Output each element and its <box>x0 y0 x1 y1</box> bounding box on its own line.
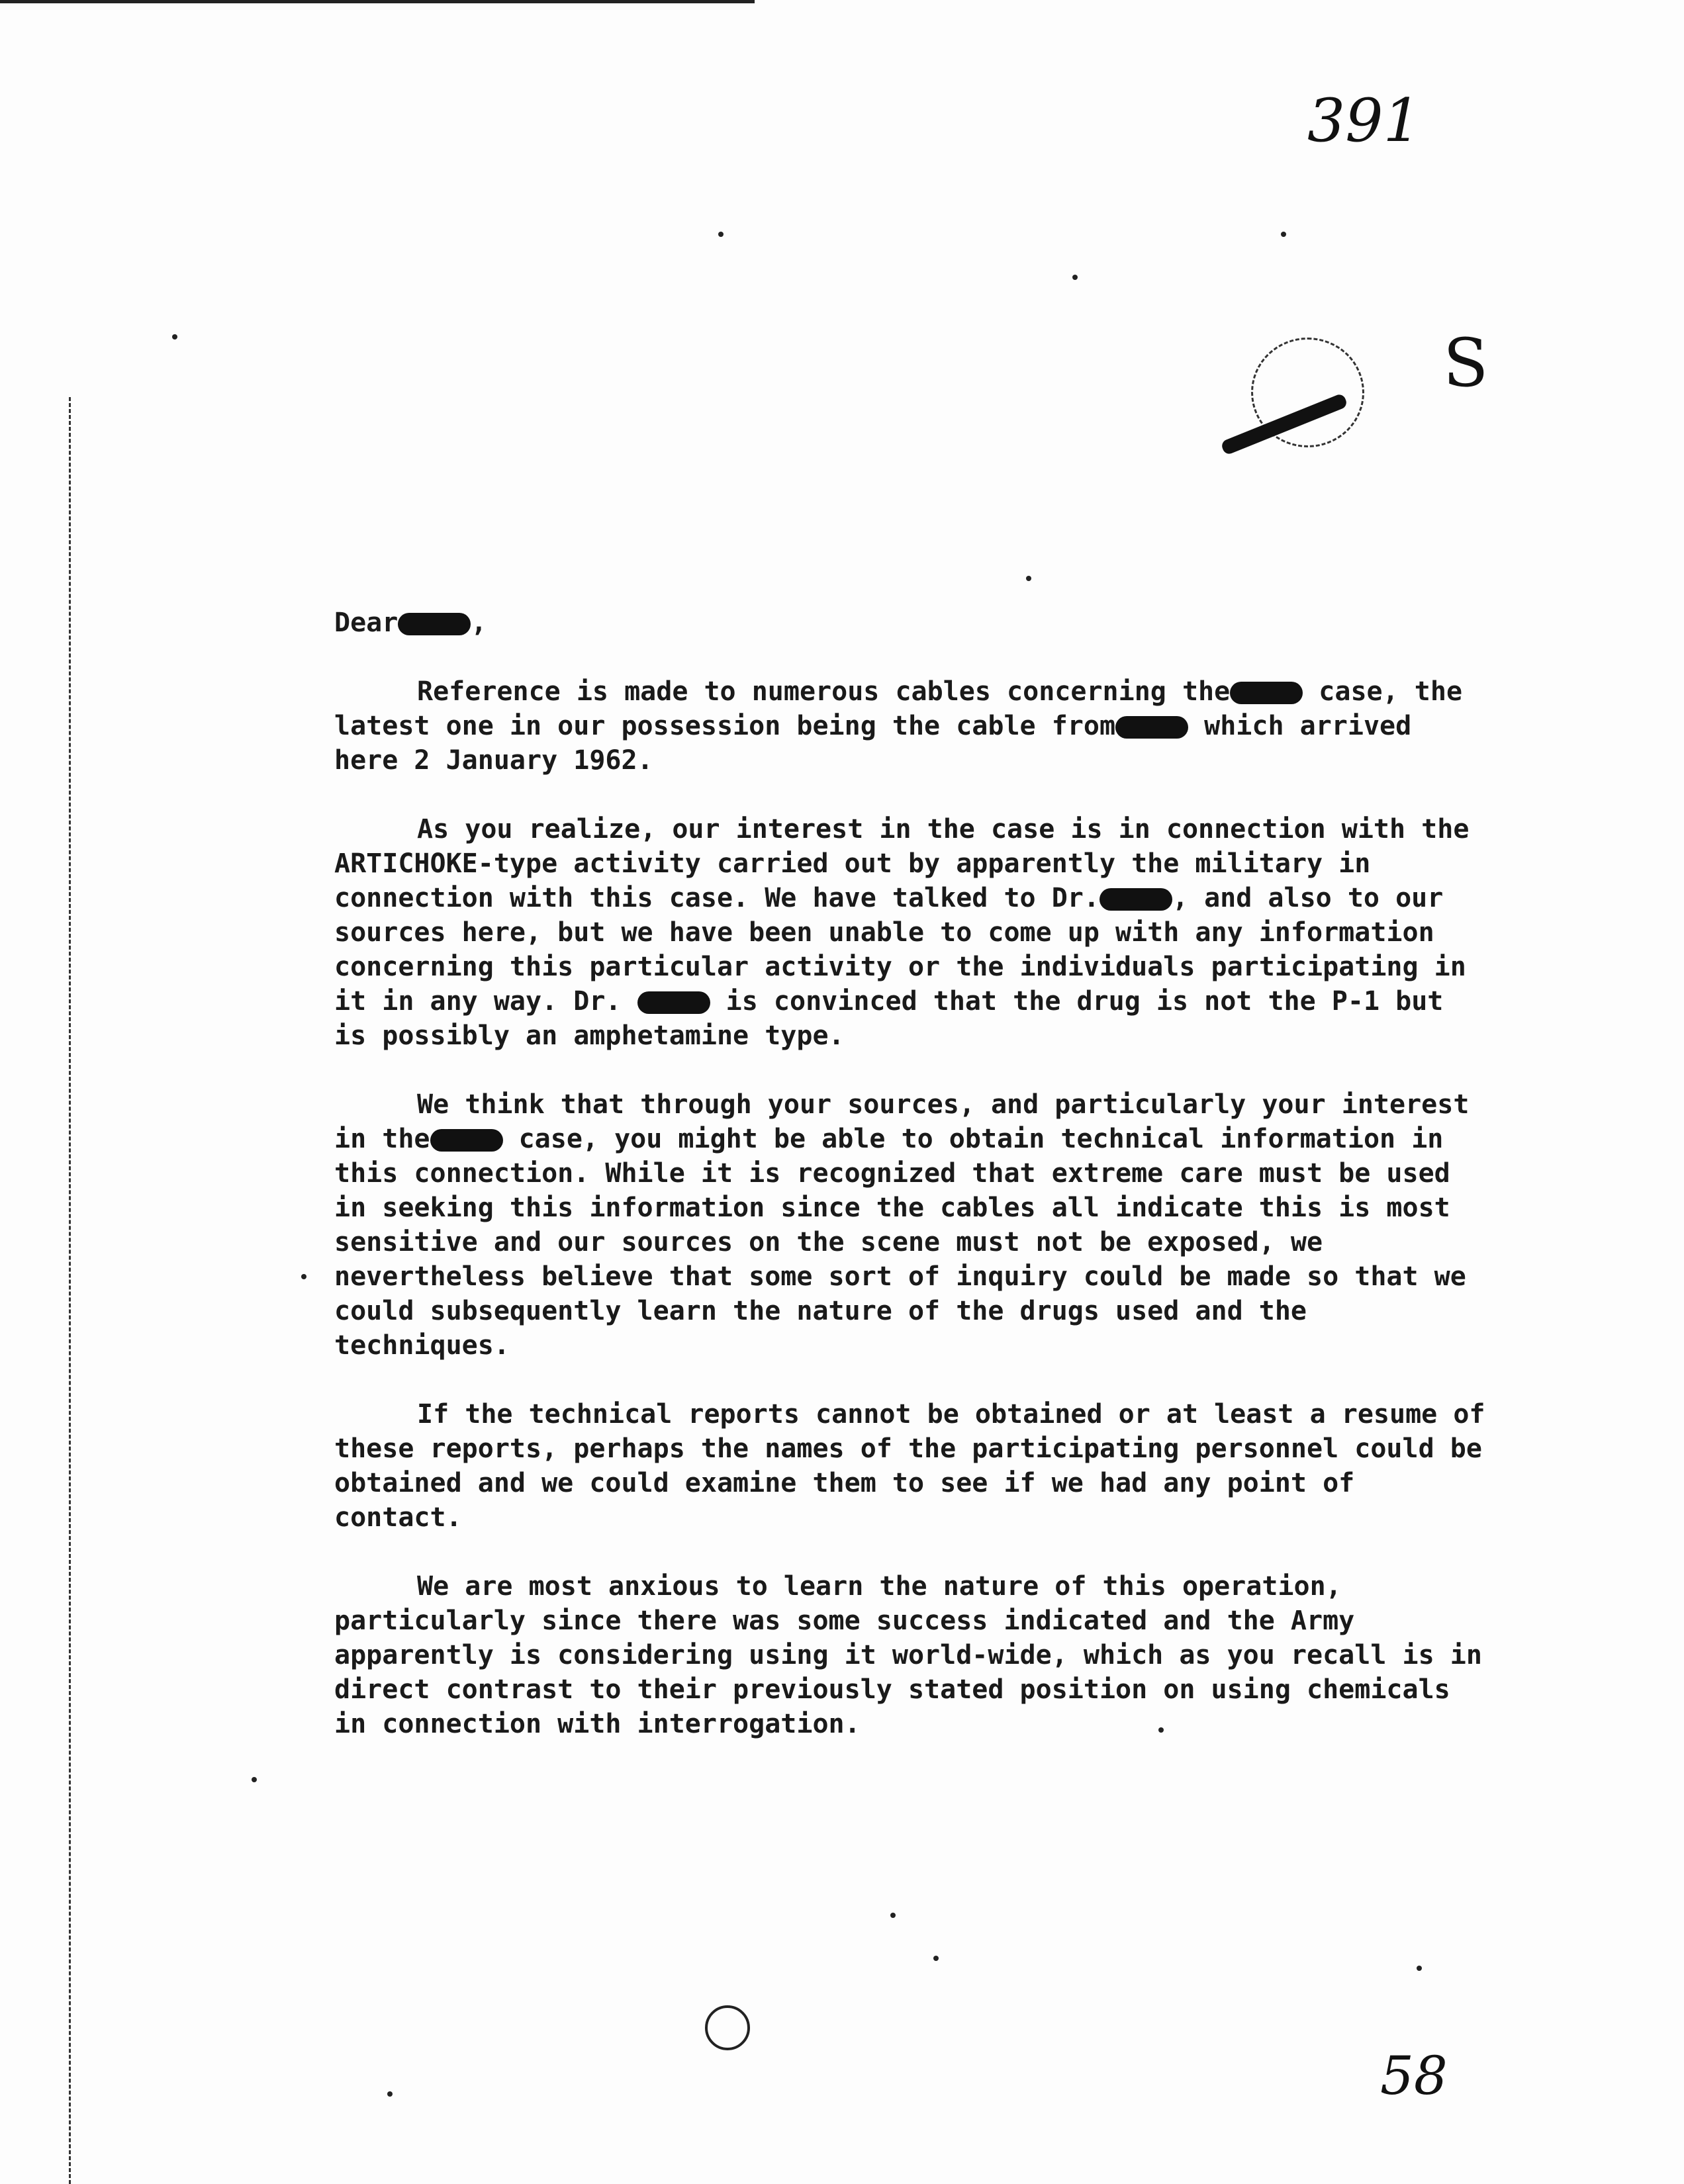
top-rule <box>0 0 755 3</box>
margin-mark: S <box>1443 324 1489 402</box>
redaction <box>1115 716 1188 739</box>
redaction <box>637 991 710 1014</box>
salutation: Dear , <box>334 608 487 638</box>
redaction <box>430 1129 503 1152</box>
paragraph-2 <box>334 812 1486 1053</box>
speck <box>301 1274 306 1279</box>
page-number: 391 <box>1307 86 1421 156</box>
speck <box>387 2091 393 2097</box>
speck <box>890 1913 896 1918</box>
paragraph-3-text-a: We think that through your sources, and particularly your interest in the <box>334 1089 1470 1154</box>
speck <box>1072 275 1078 280</box>
redaction <box>1230 682 1303 704</box>
speck <box>1026 576 1031 581</box>
paragraph-1-text-a: Reference is made to numerous cables concerning the <box>417 676 1231 707</box>
letter-body <box>334 606 1486 1776</box>
paragraph-2-text-b: , and also to our sources here, but we have been unable to come up with any information concerning this particular activity or the individuals participating in it in any way. Dr. <box>334 883 1466 1017</box>
paragraph-1-text-c: which arrived here 2 January 1962. <box>334 711 1412 776</box>
speck <box>1158 1727 1164 1733</box>
paragraph-4: If the technical reports cannot be obtained or at least a resume of these reports, perhaps the names of the participating personnel could be obtained and we could examine them to see if we had any point of contact. <box>334 1399 1485 1533</box>
left-margin-line <box>69 397 71 2184</box>
bottom-mark: 58 <box>1380 2045 1448 2107</box>
paragraph-5: We are most anxious to learn the nature of this operation, particularly since there was some success indicated and the Army apparently is considering using it world-wide, which as you recall is in direct contrast to their previously stated position on using chemicals in connection with interrogation. <box>334 1571 1482 1739</box>
speck <box>1281 232 1286 237</box>
paragraph-2-text-c: is convinced that the drug is not the P-1 but is possibly an amphetamine type. <box>334 986 1444 1051</box>
redaction <box>1099 888 1172 911</box>
paragraph-2-text-a: As you realize, our interest in the case is in connection with the ARTICHOKE-type activity carried out by apparently the military in connection with this case. We have talked to Dr. <box>334 814 1470 913</box>
speck <box>1417 1966 1422 1971</box>
salutation-text: Dear <box>334 608 398 638</box>
paragraph-3 <box>334 1087 1486 1363</box>
paragraph-3-text-b: case, you might be able to obtain technical information in this connection. While it is recognized that extreme care must be used in seeking this information since the cables all indicate this is most sensitive and our sources on the scene must not be exposed, we nevertheless believe that some sort of inquiry could be made so that we could subsequently learn the nature of the drugs used and the techniques. <box>334 1124 1466 1361</box>
speck <box>933 1956 939 1961</box>
speck <box>252 1777 257 1782</box>
bottom-circle-mark <box>705 2005 750 2050</box>
paragraph-1-text-b: case, the latest one in our possession being the cable from <box>334 676 1463 741</box>
paragraph-1 <box>334 674 1486 778</box>
speck <box>718 232 724 237</box>
redaction <box>398 613 471 635</box>
speck <box>172 334 177 340</box>
